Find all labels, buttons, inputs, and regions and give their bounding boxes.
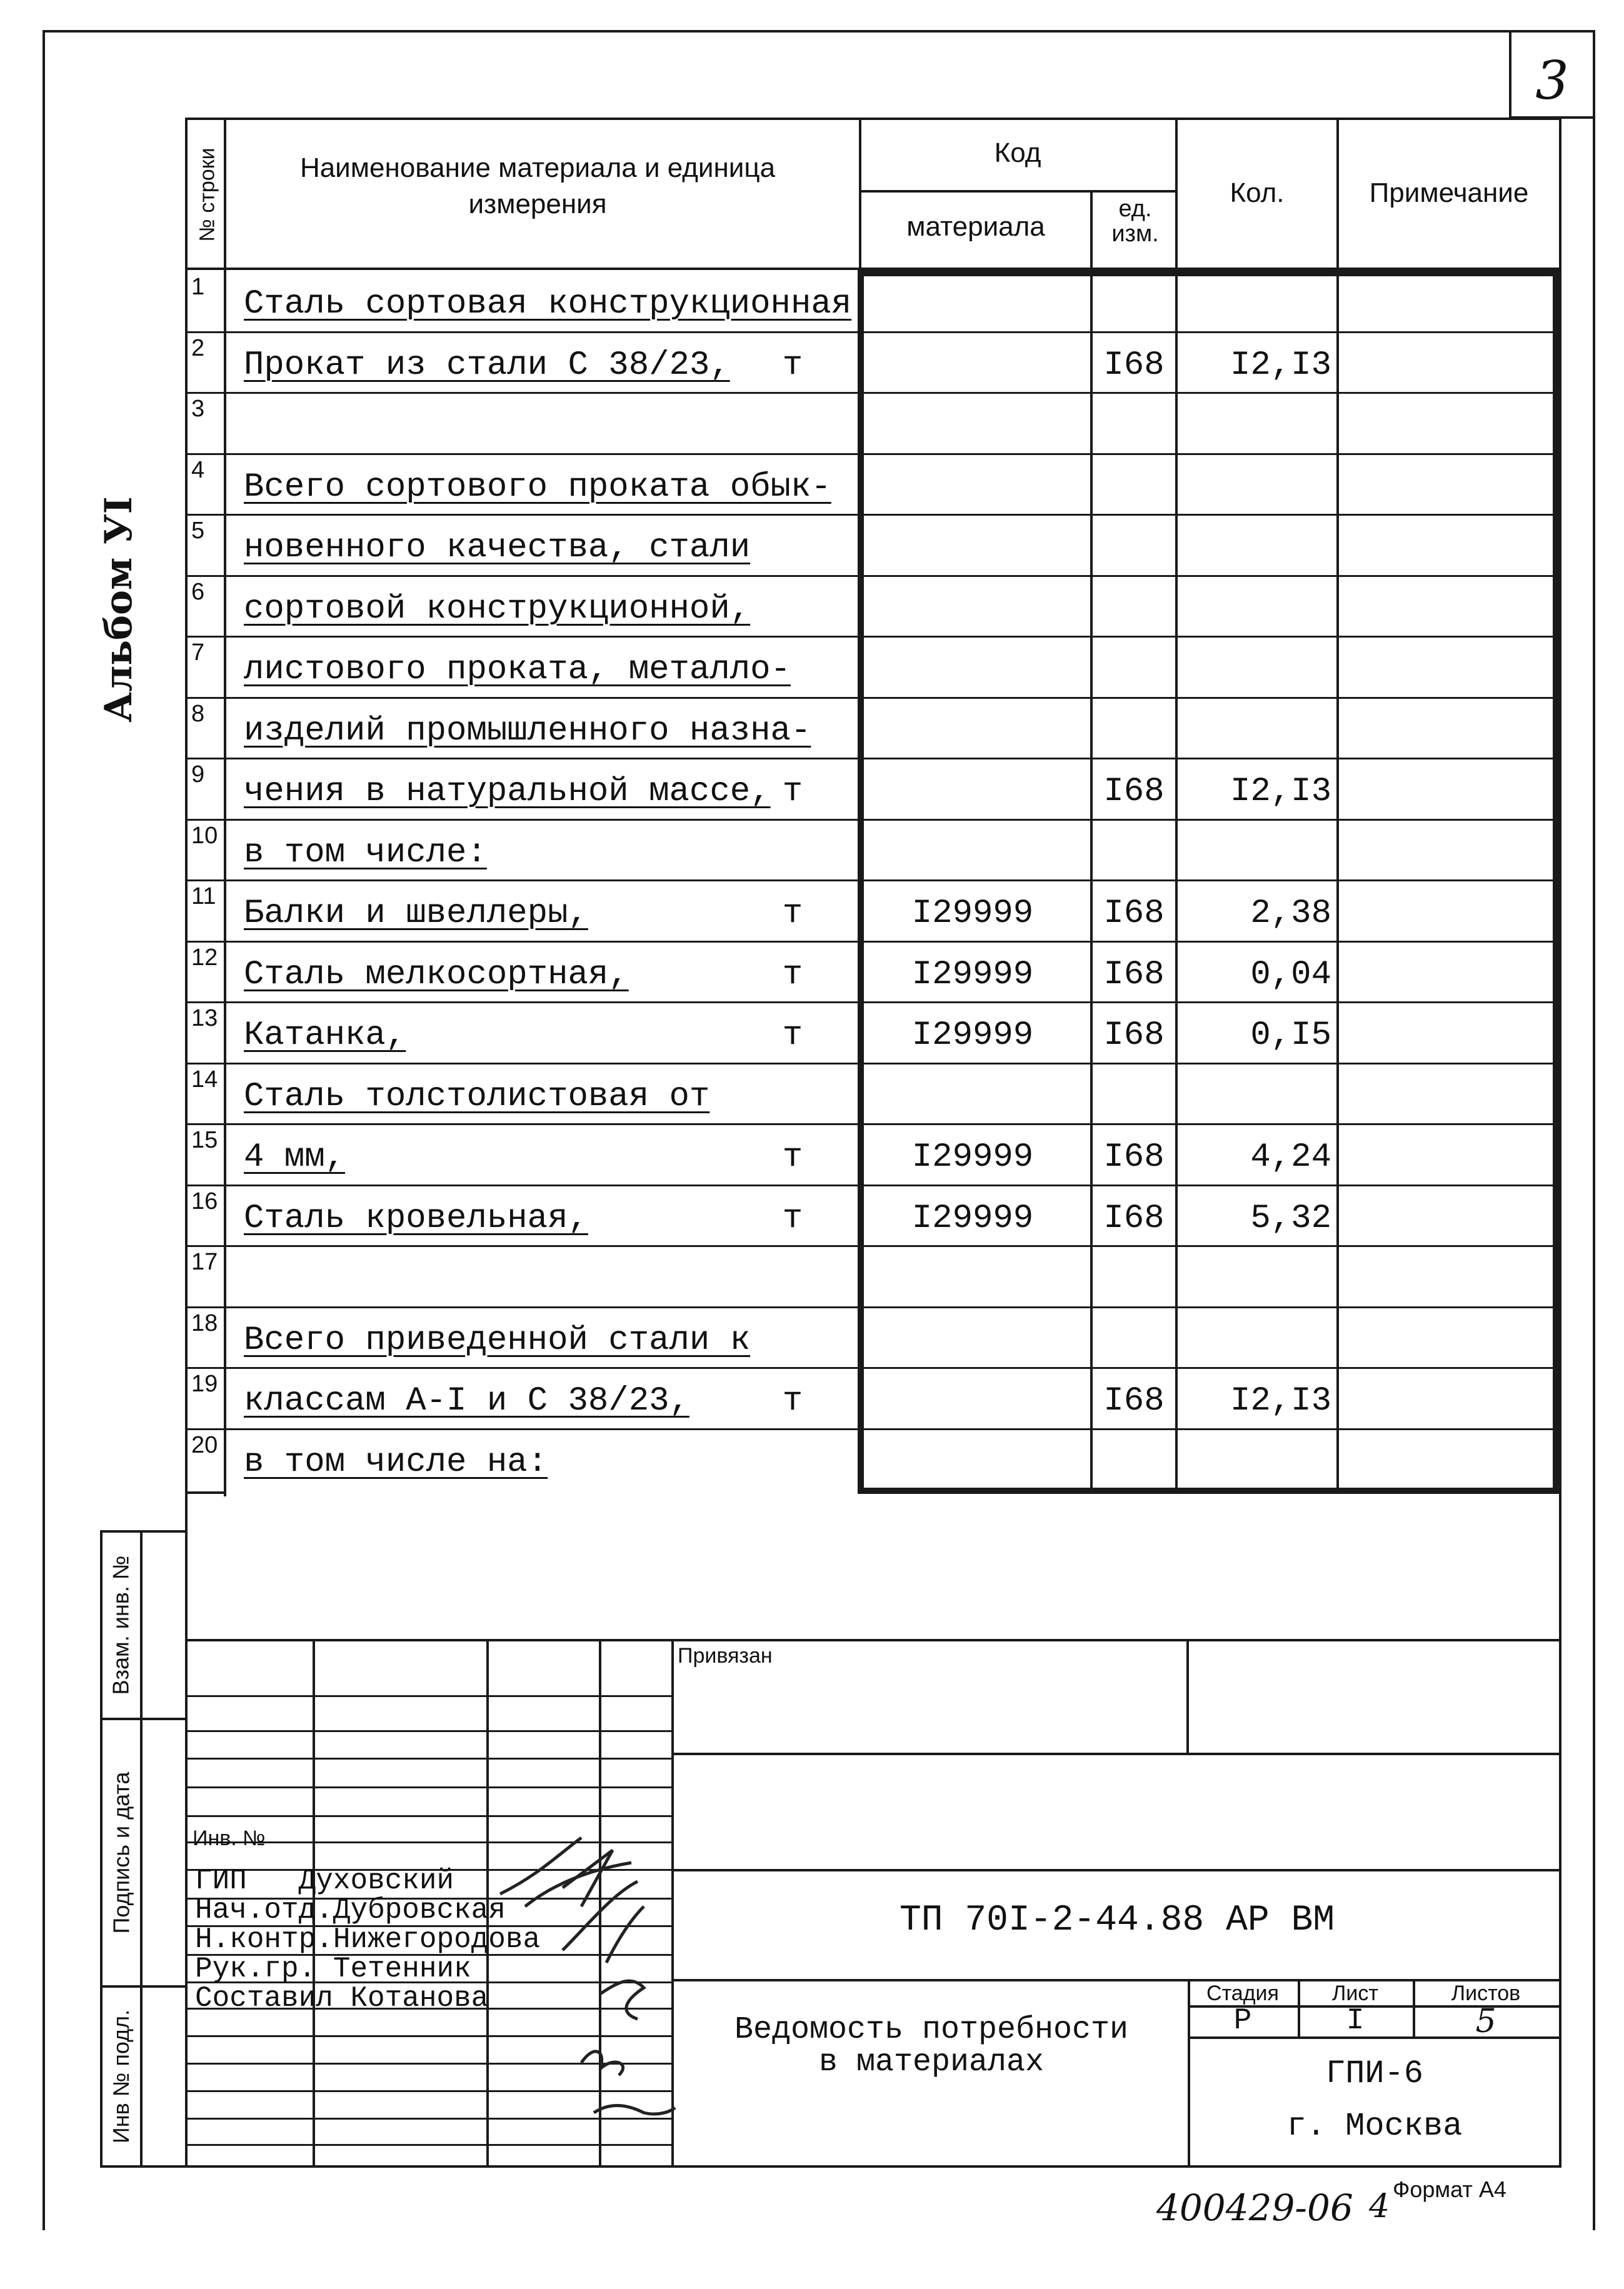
header-code-unit: ед. изм. (1111, 196, 1159, 247)
side-podpis-cell (103, 1720, 140, 1985)
row-qty: 0,I5 (1250, 1016, 1331, 1054)
row-name: изделий промышленного назна- (244, 712, 811, 750)
tb-top (185, 1639, 1561, 1641)
row-unit: т (782, 1016, 803, 1054)
code-subheader-line (859, 190, 1178, 193)
row-ed: I68 (1103, 1016, 1165, 1054)
row-number: 10 (191, 823, 218, 849)
table-row (0, 1245, 1624, 1306)
row-ed: I68 (1103, 773, 1165, 811)
row-code: I29999 (911, 956, 1034, 994)
stage-label: Стадия (1206, 1981, 1279, 2005)
tb-bottom (185, 2165, 1561, 2168)
row-number: 4 (191, 457, 205, 483)
table-row (0, 453, 1624, 514)
row-ed: I68 (1103, 956, 1165, 994)
row-unit: т (782, 1200, 803, 1238)
row-number: 2 (191, 335, 205, 361)
header-row-no: № строки (195, 147, 219, 242)
row-name: Сталь мелкосортная, (244, 956, 629, 994)
row-number: 1 (191, 274, 205, 300)
stage-value: Р (1233, 2004, 1252, 2038)
tb-row-line (185, 1786, 674, 1788)
header-code: Код (994, 138, 1041, 168)
row-name: сортовой конструкционной, (244, 590, 751, 628)
row-name: листового проката, металло- (244, 651, 791, 689)
table-row (0, 697, 1624, 758)
sheets-label: Листов (1451, 1981, 1521, 2005)
row-name: Катанка, (244, 1016, 406, 1054)
row-number: 11 (191, 883, 216, 909)
row-qty: 2,38 (1250, 894, 1331, 933)
row-qty: I2,I3 (1230, 346, 1331, 384)
header-note: Примечание (1369, 178, 1529, 208)
signatures-icon (488, 1800, 688, 2169)
row-name: 4 мм, (244, 1138, 346, 1176)
footer-doc-no: 400429-06 (1156, 2186, 1353, 2229)
tb-row-line (185, 1730, 674, 1732)
row-number: 14 (191, 1066, 218, 1093)
row-code: I29999 (911, 1016, 1034, 1054)
row-name: чения в натуральной массе, (244, 773, 771, 811)
row-code: I29999 (911, 1200, 1034, 1238)
row-number: 19 (191, 1371, 218, 1397)
footer-format: Формат А4 (1393, 2176, 1506, 2202)
row-number: 17 (191, 1249, 218, 1275)
drawing-title-line1: Ведомость потребности (734, 2012, 1129, 2048)
table-row (0, 819, 1624, 880)
row-name: новенного качества, стали (244, 529, 751, 567)
side-vzam: Взам. инв. № (108, 1555, 134, 1695)
row-unit: т (782, 956, 803, 994)
row-ed: I68 (1103, 346, 1165, 384)
person-nach-otd: Нач.отд.Дубровская (195, 1894, 506, 1926)
table-row (0, 636, 1624, 697)
table-row (0, 758, 1624, 819)
drawing-title (675, 2014, 1188, 2079)
row-qty: 0,04 (1250, 956, 1331, 994)
rownum-bottom (185, 1491, 224, 1494)
row-number: 16 (191, 1188, 218, 1215)
project-code: ТП 70I-2-44.88 АР ВМ (899, 1900, 1335, 1941)
side-podpis: Подпись и дата (108, 1771, 134, 1934)
header-top (185, 118, 1561, 120)
row-name: Прокат из стали С 38/23, (244, 346, 730, 384)
sheet-value: I (1346, 2004, 1365, 2038)
person-sostavil: Составил Котанова (195, 1982, 489, 2015)
row-number: 8 (191, 701, 205, 727)
org-city: г. Москва (1286, 2108, 1463, 2145)
table-row (0, 941, 1624, 1002)
row-number: 9 (191, 761, 205, 788)
row-ed: I68 (1103, 1382, 1165, 1420)
side-inv: Инв № подл. (108, 2009, 134, 2144)
table-row (0, 1123, 1624, 1185)
row-number: 6 (191, 579, 205, 605)
table-row (0, 514, 1624, 575)
tb-row-line (185, 1758, 674, 1760)
row-name: Сталь кровельная, (244, 1200, 588, 1238)
table-row (0, 1001, 1624, 1063)
row-code: I29999 (911, 894, 1034, 933)
row-name: Сталь сортовая конструкционная (244, 285, 852, 323)
table-row (0, 1306, 1624, 1368)
header-name: Наименование материала и единица измерения (299, 153, 776, 219)
header-row-no-cell (194, 125, 221, 264)
row-unit: т (782, 1382, 803, 1420)
row-number: 12 (191, 944, 218, 971)
row-qty: I2,I3 (1230, 773, 1331, 811)
row-number: 20 (191, 1432, 218, 1458)
org-name: ГПИ-6 (1325, 2055, 1424, 2092)
row-number: 18 (191, 1310, 218, 1336)
table-row (0, 270, 1624, 331)
row-name: Всего сортового проката обык- (244, 468, 831, 506)
row-ed: I68 (1103, 894, 1165, 933)
table-row (0, 1185, 1624, 1246)
album-label: Альбом УI (97, 496, 141, 723)
inv-no-label: Инв. № (193, 1826, 266, 1850)
row-unit: т (782, 346, 803, 384)
row-unit: т (782, 1138, 803, 1176)
row-number: 5 (191, 518, 205, 544)
row-number: 15 (191, 1127, 218, 1153)
row-name: Сталь толстолистовая от (244, 1078, 710, 1116)
row-code: I29999 (911, 1138, 1034, 1176)
table-row (0, 1063, 1624, 1124)
privyazan-right (1186, 1639, 1189, 1755)
person-ruk-gr: Рук.гр. Тетенник (195, 1953, 471, 1985)
row-ed: I68 (1103, 1200, 1165, 1238)
row-name: в том числе на: (244, 1443, 548, 1481)
table-row (0, 1428, 1624, 1490)
row-ed: I68 (1103, 1138, 1165, 1176)
table-row (0, 331, 1624, 393)
side-stamp-inner (140, 1530, 143, 2168)
privyazan-bottom (671, 1753, 1561, 1755)
side-inv-cell (103, 1988, 140, 2165)
drawing-title-line2: в материалах (818, 2045, 1045, 2080)
row-name: классам А-I и С 38/23, (244, 1382, 689, 1420)
header-code-material: материала (906, 211, 1045, 242)
row-unit: т (782, 773, 803, 811)
table-row (0, 392, 1624, 453)
sheet-number: 3 (1535, 50, 1569, 111)
row-number: 3 (191, 396, 205, 422)
row-name: Балки и швеллеры, (244, 894, 588, 933)
table-row (0, 879, 1624, 941)
person-gip: ГИП Духовский (195, 1865, 454, 1897)
row-name: Всего приведенной стали к (244, 1321, 751, 1360)
row-qty: 4,24 (1250, 1138, 1331, 1176)
sheet-label: Лист (1332, 1981, 1378, 2005)
outer-frame-top (43, 30, 1595, 33)
row-number: 7 (191, 639, 205, 666)
unit-col-left-hdr (1090, 190, 1093, 270)
sheets-value: 5 (1475, 2003, 1496, 2040)
row-unit: т (782, 894, 803, 933)
row-name: в том числе: (244, 834, 487, 872)
person-n-kontr: Н.контр.Нижегородова (195, 1923, 541, 1956)
side-stamp-bottom (100, 2165, 188, 2168)
footer-digit: 4 (1369, 2188, 1390, 2225)
row-number: 13 (191, 1005, 218, 1031)
header-qty: Кол. (1230, 178, 1285, 208)
tb-row-line (185, 1695, 674, 1697)
row-qty: I2,I3 (1230, 1382, 1331, 1420)
side-vzam-cell (103, 1533, 140, 1718)
table-row (0, 1367, 1624, 1428)
table-row (0, 575, 1624, 636)
privyazan-label: Привязан (678, 1644, 773, 1668)
code-row-top (671, 1869, 1561, 1871)
row-qty: 5,32 (1250, 1200, 1331, 1238)
